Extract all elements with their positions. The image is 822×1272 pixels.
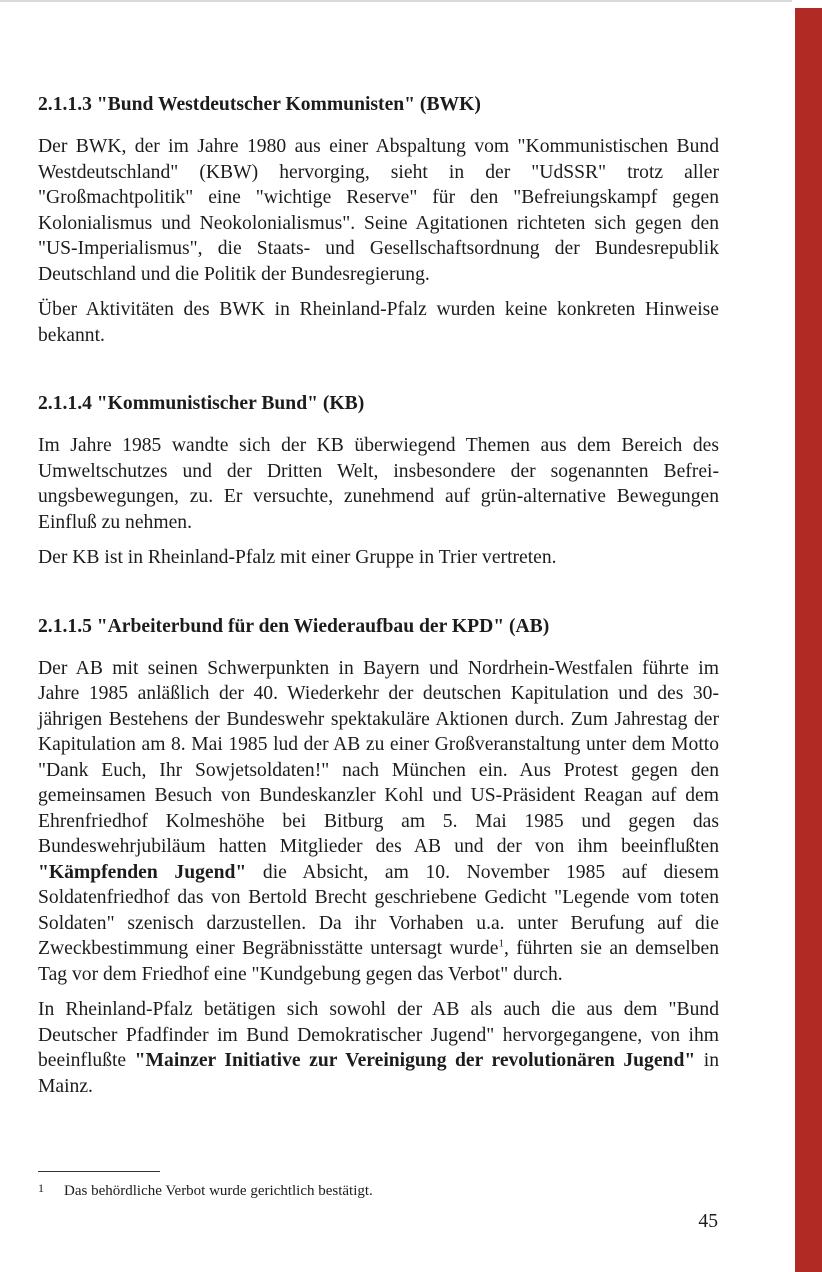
footnote-text: Das behördliche Verbot wurde gerichtlich bestätigt. [64, 1183, 373, 1199]
page-body [38, 92, 719, 1099]
paragraph-ab-2 [38, 997, 719, 1099]
page-edge-red-strip [795, 8, 822, 1272]
paragraph-bwk-2: Über Aktivitäten des BWK in Rheinland-Pfalz wurden keine konkreten Hinweise bekannt. [38, 299, 719, 346]
paragraph-ab-1-part-c: , führten sie an demselben Tag vor dem Friedhof eine "Kundgebung gegen das Verbot" durch. [38, 938, 719, 985]
footnote-rule [38, 1171, 160, 1172]
organization-kaempfende-jugend: "Kämpfenden Jugend" [38, 861, 247, 883]
page-number: 45 [698, 1211, 718, 1232]
top-edge-rule [0, 0, 792, 2]
paragraph-kb-1: Im Jahre 1985 wandte sich der KB überwiegend Themen aus dem Bereich des Umweltschutzes und der Dritten Welt, insbesondere der sogenannten Befreiungsbewegungen, zu. Er versuchte, zunehmend auf grün-alternative Bewegungen Einfluß zu nehmen. [38, 435, 719, 533]
paragraph-ab-1 [38, 656, 719, 988]
paragraph-kb-2: Der KB ist in Rheinland-Pfalz mit einer Gruppe in Trier vertreten. [38, 547, 557, 568]
footnote-mark: 1 [38, 1181, 44, 1195]
section-heading-kb: 2.1.1.4 "Kommunistischer Bund" (KB) [38, 393, 365, 414]
section-heading-bwk: 2.1.1.3 "Bund Westdeutscher Kommunisten" (BWK) [38, 94, 481, 115]
paragraph-ab-1-part-a: Der AB mit seinen Schwerpunkten in Bayern und Nordrhein-Westfalen führte im Jahre 1985 anläßlich der 40. Wiederkehr der deutschen Kapitulation und des 30-jährigen Bestehens der Bundeswehr spektakuläre Aktionen durch. Zum Jahrestag der Kapitulation am 8. Mai 1985 lud der AB zu einer Großveranstaltung unter dem Motto "Dank Euch, Ihr Sowjetsoldaten!" nach München ein. Aus Protest gegen den gemeinsamen Besuch von Bundeskanzler Kohl und US-Präsident Reagan auf dem Ehrenfriedhof Kolmeshöhe bei Bitburg am 5. Mai 1985 und gegen das Bundeswehrjubiläum hatten Mitglieder des AB und der von ihm beeinflußten [38, 657, 719, 857]
paragraph-ab-2-part-a: In Rheinland-Pfalz betätigen sich sowohl der AB als auch die aus dem "Bund Deutscher Pfadfinder im Bund Demokratischer Jugend" hervorgegangene, von ihm beeinflußte [38, 999, 719, 1071]
section-heading-ab: 2.1.1.5 "Arbeiterbund für den Wiederaufbau der KPD" (AB) [38, 615, 550, 637]
footnote-reference: 1 [498, 937, 504, 950]
organization-mainzer-initiative: "Mainzer Initiative zur Vereinigung der revolutionären Jugend" [134, 1050, 696, 1071]
paragraph-bwk-1: Der BWK, der im Jahre 1980 aus einer Abspaltung vom "Kommunistischen Bund Westdeutschland" (KBW) hervorging, sieht in der "UdSSR" trotz aller "Großmachtpolitik" eine "wichtige Reserve" für den "Befreiungskampf gegen Kolonialismus und Neokolonialismus". Seine Agitationen richteten sich gegen den "US-Imperialismus", die Staats- und Gesellschaftsordnung der Bundesrepublik Deutschland und die Politik der Bundesregierung. [38, 136, 719, 285]
paragraph-ab-2-part-b: in Mainz. [38, 1050, 719, 1097]
footnote [38, 1178, 719, 1201]
paragraph-ab-1-part-b: die Absicht, am 10. November 1985 auf diesem Soldatenfriedhof das von Bertold Brecht geschriebene Gedicht "Legende vom toten Soldaten" szenisch darzustellen. Da ihr Vorhaben u.a. unter Berufung auf die Zweckbestimmung einer Begräbnisstätte untersagt wurde [38, 861, 719, 959]
